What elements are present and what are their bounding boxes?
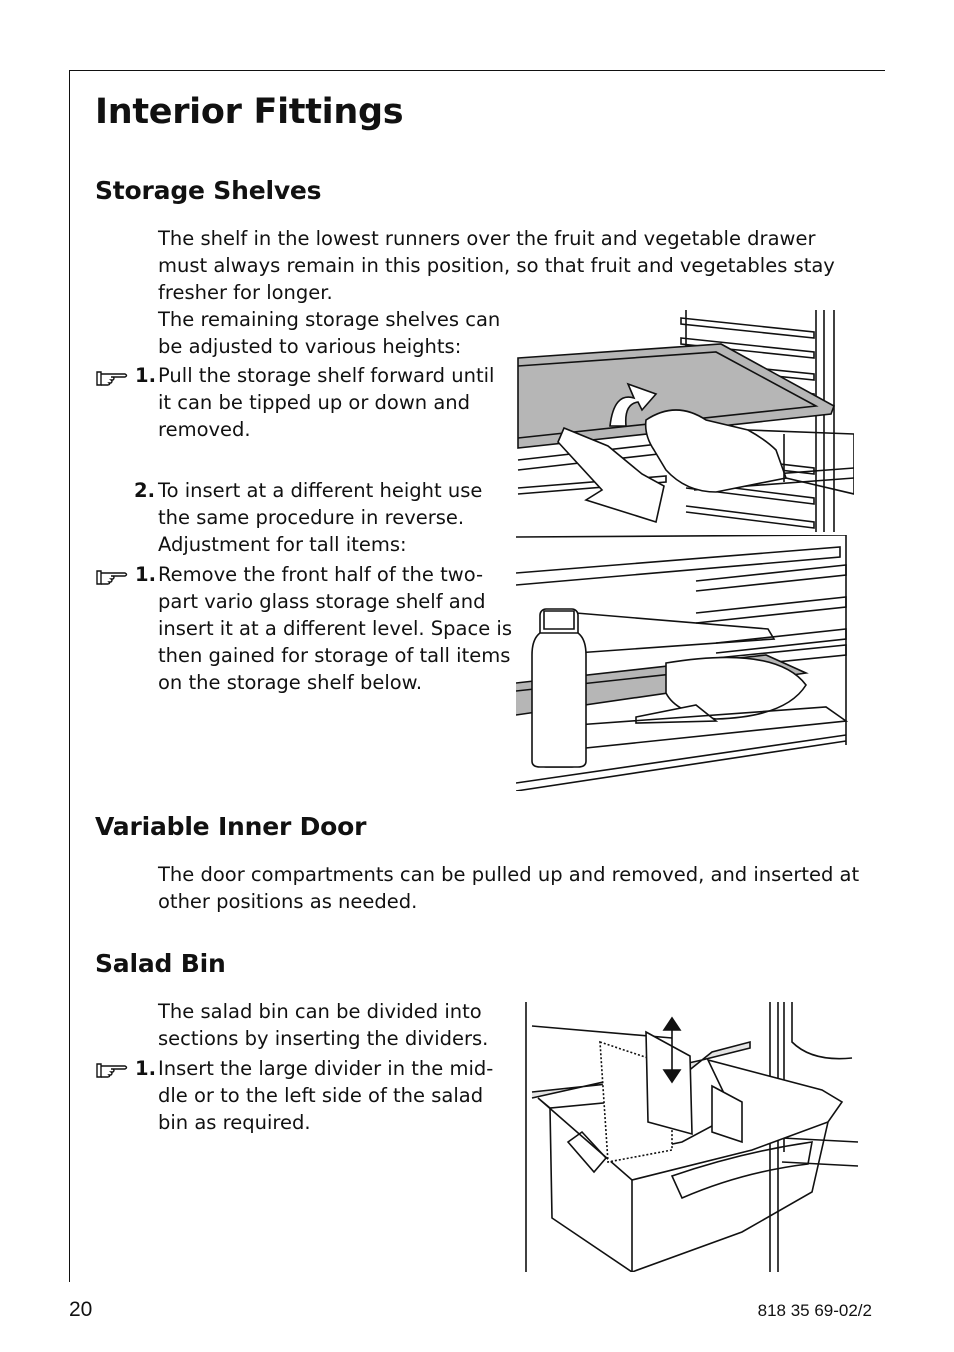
section-heading-variable-inner-door: Variable Inner Door [95, 812, 367, 841]
salad-bin-illustration [522, 1002, 862, 1272]
shelf-removal-illustration [516, 310, 854, 532]
vario-shelf-illustration [516, 535, 854, 791]
storage-step1-line-2: it can be tipped up or down and [158, 391, 471, 414]
storage-step3-line-4: then gained for storage of tall items [158, 644, 511, 667]
storage-step1-line-3: removed. [158, 418, 251, 441]
storage-intro-line-5: be adjusted to various heights: [158, 335, 462, 358]
salad-step1-line-1: Insert the large divider in the mid- [158, 1057, 494, 1080]
storage-step2-line-2: the same procedure in reverse. [158, 506, 465, 529]
storage-step3-line-3: insert it at a different level. Space is [158, 617, 512, 640]
frame-top-rule [69, 70, 885, 71]
step-number: 1. [135, 364, 156, 387]
frame-left-rule [69, 70, 70, 1282]
salad-step1-line-3: bin as required. [158, 1111, 311, 1134]
door-text-line-2: other positions as needed. [158, 890, 418, 913]
salad-intro-line-1: The salad bin can be divided into [158, 1000, 482, 1023]
document-number: 818 35 69-02/2 [757, 1301, 872, 1320]
salad-step1-line-2: dle or to the left side of the salad [158, 1084, 484, 1107]
pointing-hand-icon [95, 566, 129, 588]
storage-step1-line-1: Pull the storage shelf forward until [158, 364, 495, 387]
storage-step3-line-2: part vario glass storage shelf and [158, 590, 486, 613]
storage-intro-line-2: must always remain in this position, so that fruit and vegetables stay [158, 254, 835, 277]
section-heading-salad-bin: Salad Bin [95, 949, 226, 978]
storage-step2-line-3: Adjustment for tall items: [158, 533, 407, 556]
door-text-line-1: The door compartments can be pulled up and removed, and inserted at [158, 863, 860, 886]
storage-step3-line-5: on the storage shelf below. [158, 671, 423, 694]
storage-step2-line-1: To insert at a different height use [158, 479, 483, 502]
pointing-hand-icon [95, 1059, 129, 1081]
storage-step3-line-1: Remove the front half of the two- [158, 563, 484, 586]
pointing-hand-icon [95, 367, 129, 389]
salad-intro-line-2: sections by inserting the dividers. [158, 1027, 489, 1050]
step-number: 1. [135, 1057, 156, 1080]
page-title: Interior Fittings [95, 92, 404, 132]
storage-intro-line-4: The remaining storage shelves can [158, 308, 501, 331]
storage-intro-line-3: fresher for longer. [158, 281, 333, 304]
step-number: 2. [134, 479, 155, 502]
page-number: 20 [69, 1298, 93, 1321]
storage-intro-line-1: The shelf in the lowest runners over the fruit and vegetable drawer [158, 227, 816, 250]
step-number: 1. [135, 563, 156, 586]
section-heading-storage-shelves: Storage Shelves [95, 176, 322, 205]
